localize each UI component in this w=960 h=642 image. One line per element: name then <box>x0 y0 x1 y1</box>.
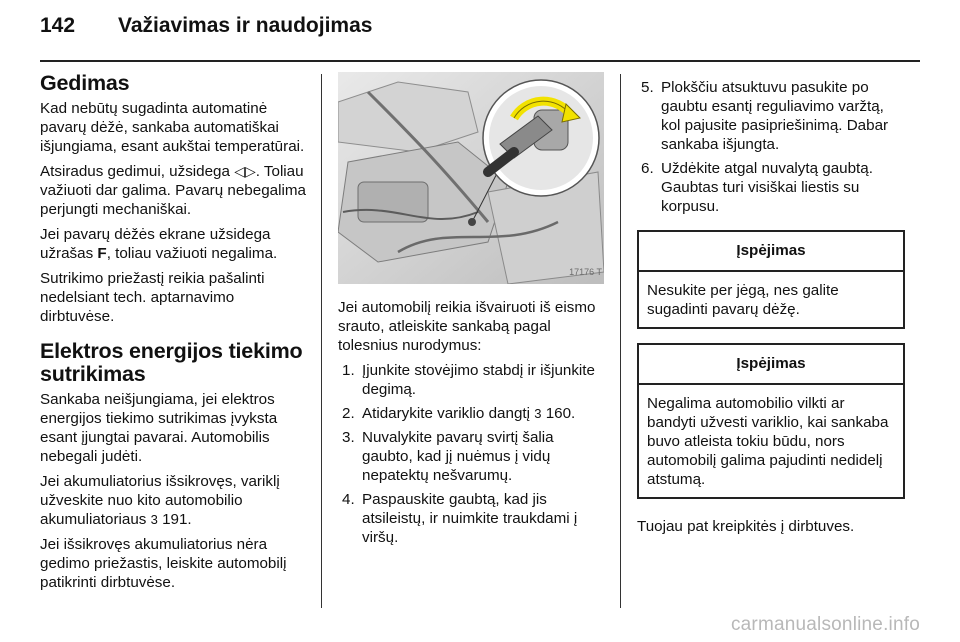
warning-text: Negalima automobilio vilkti ar bandyti užvesti variklio, kai sankaba buvo atleista tokiu būdu, nors automobilį galima pajudinti nedidelį atstumą. <box>647 395 889 488</box>
text: Atsiradus gedimui, užsidega <box>40 163 230 180</box>
text: Jei akumuliatorius išsikrovęs, variklį užveskite nuo kito automobilio akumuliatoriaus <box>40 473 280 528</box>
steps-list <box>338 361 606 547</box>
paragraph: Kad nebūtų sugadinta automatinė pavarų dėžė, sankaba automatiškai išjungiama, esant aukštai temperatūrai. <box>40 100 305 155</box>
engine-bay-photo <box>338 72 604 284</box>
warning-text: Nesukite per jėgą, nes galite sugadinti pavarų dėžę. <box>647 282 839 318</box>
paragraph: Tuojau pat kreipkitės į dirbtuves. <box>637 518 855 535</box>
step-text: Paspauskite gaubtą, kad jis atsileistų, ir nuimkite traukdami į viršų. <box>362 491 578 546</box>
text: , toliau važiuoti negalima. <box>106 245 278 262</box>
list-item <box>338 490 606 547</box>
list-item <box>338 361 606 399</box>
list-item <box>338 404 606 423</box>
paragraph <box>40 162 312 219</box>
step-number: 4. <box>342 491 355 508</box>
warning-box <box>637 343 905 499</box>
text: . Toliau važiuoti dar galima. Pavarų nebegalima perjungti mechaniškai. <box>40 163 306 218</box>
step-text: Nuvalykite pavarų svirtį šalia gaubto, kad jį nuėmus į vidų nepatektų nešvarumų. <box>362 429 554 484</box>
list-item <box>338 428 606 485</box>
step-text: Įjunkite stovėjimo stabdį ir išjunkite degimą. <box>362 362 595 398</box>
watermark: carmanualsonline.info <box>730 614 920 635</box>
paragraph: Sutrikimo priežastį reikia pašalinti nedelsiant tech. aptarnavimo dirbtuvėse. <box>40 270 265 325</box>
section-heading-power-failure: Elektros energijos tiekimo sutrikimas <box>40 339 303 386</box>
step-text: Plokščiu atsuktuvu pasukite po gaubtu esantį reguliavimo varžtą, kol pajusite pasipriešinimą. Dabar sankaba išjungta. <box>661 79 889 153</box>
section-heading-gedimas: Gedimas <box>40 71 130 95</box>
paragraph <box>40 472 312 529</box>
transmission-fault-symbol: ◁▷ <box>234 163 256 179</box>
page-reference-icon: 3 <box>534 406 542 421</box>
list-item <box>637 159 905 216</box>
step-text: Uždėkite atgal nuvalytą gaubtą. Gaubtas turi visiškai liestis su korpusu. <box>661 160 873 215</box>
step-number: 6. <box>641 160 654 177</box>
column-left <box>40 72 312 598</box>
header-rule <box>40 60 920 62</box>
step-number: 1. <box>342 362 355 379</box>
column-right <box>637 78 905 542</box>
column-divider <box>321 74 322 608</box>
page-title: Važiavimas ir naudojimas <box>118 14 373 37</box>
image-code: 17176 T <box>569 267 602 277</box>
steps-list <box>637 78 905 216</box>
warning-title: Įspėjimas <box>639 345 903 385</box>
text: 191. <box>162 511 192 528</box>
engine-illustration <box>338 72 604 284</box>
warning-box <box>637 230 905 329</box>
paragraph: Jei automobilį reikia išvairuoti iš eismo srauto, atleiskite sankabą pagal tolesnius nurodymus: <box>338 299 596 354</box>
warning-title: Įspėjimas <box>639 232 903 272</box>
text: Jei pavarų dėžės ekrane užsidega užrašas <box>40 226 271 262</box>
display-letter: F <box>97 245 107 262</box>
step-number: 3. <box>342 429 355 446</box>
page-reference-number: 160. <box>545 405 576 422</box>
step-number: 5. <box>641 79 654 96</box>
paragraph <box>40 225 312 263</box>
list-item <box>637 78 905 154</box>
column-divider <box>620 74 621 608</box>
page-number: 142 <box>40 14 76 37</box>
column-middle <box>338 72 606 552</box>
step-number: 2. <box>342 405 355 422</box>
step-text: Atidarykite variklio dangtį <box>362 405 530 422</box>
paragraph: Jei išsikrovęs akumuliatorius nėra gedimo priežastis, leiskite automobilį patikrinti dirbtuvėse. <box>40 536 287 591</box>
page-reference-icon: 3 <box>150 512 158 527</box>
paragraph: Sankaba neišjungiama, jei elektros energijos tiekimo sutrikimas įvyksta esant įjungtai pavarai. Automobilis nebegali judėti. <box>40 391 278 465</box>
